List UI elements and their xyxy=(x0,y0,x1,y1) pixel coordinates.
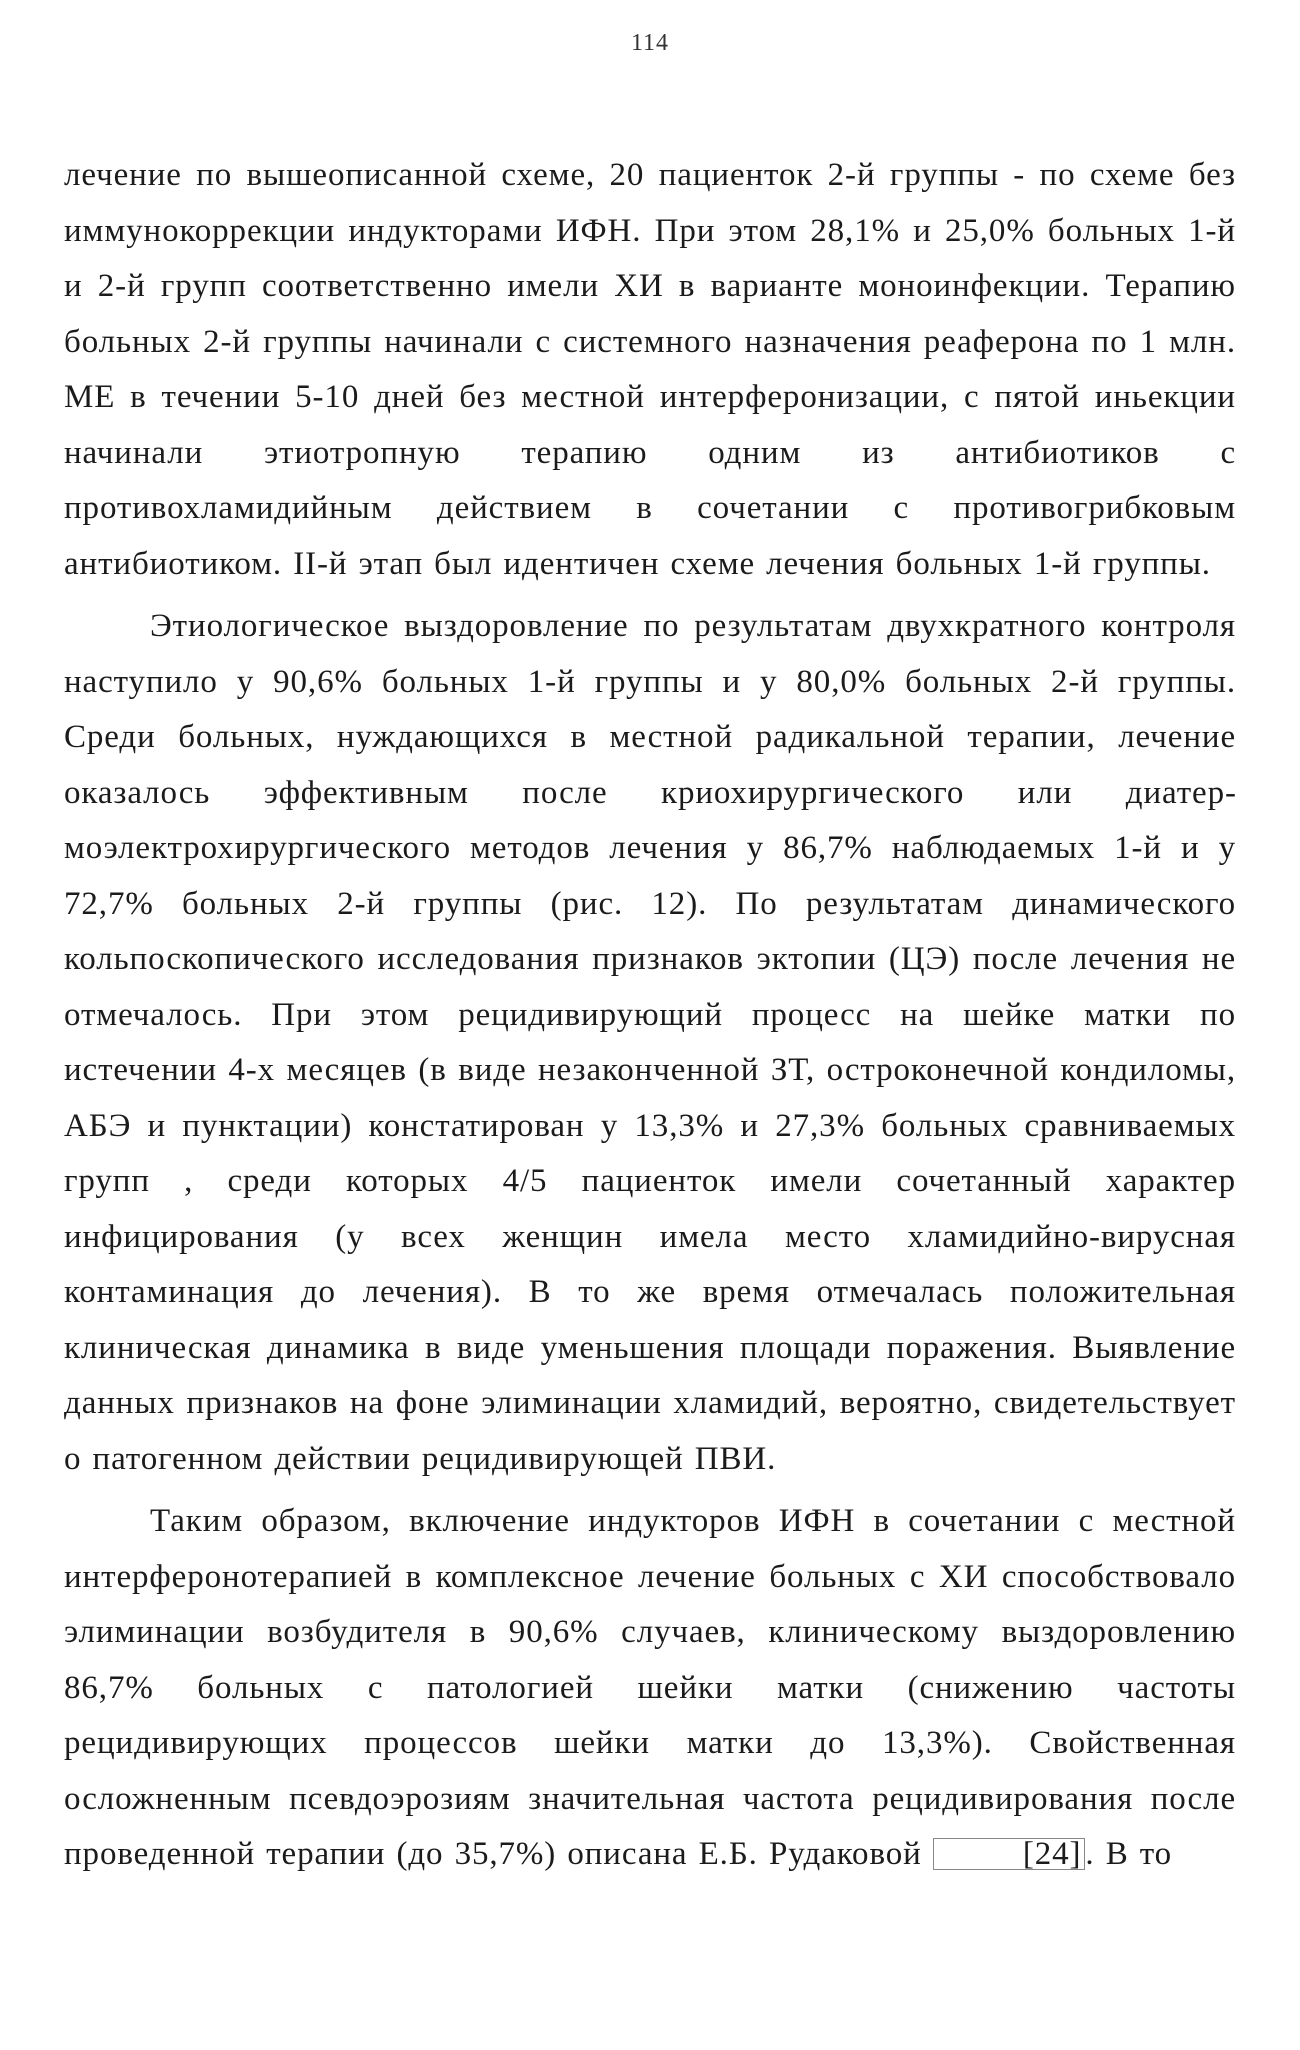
paragraph-3-tail: . В то xyxy=(1085,1836,1173,1872)
paragraph-3 xyxy=(64,1494,1236,1883)
paragraph-2: Этиологическое выздоровление по результатам двухкратного контроля наступило у 90,6% больных 1-й группы и у 80,0% больных 2-й группы. Среди больных, нуждающихся в местной радикальной терапии, лечение оказалось эффективным после криохирургического или диатермоэлектрохирургического методов лечения у 86,7% наблюдаемых 1-й и у 72,7% больных 2-й группы (рис. 12). По результатам динамического кольпоскопического исследования признаков эктопии (ЦЭ) после лечения не отмечалось. При этом рецидивирующий процесс на шейке матки по истечении 4-х месяцев (в виде незаконченной ЗТ, остроконечной кондиломы, АБЭ и пунктации) констатирован у 13,3% и 27,3% больных сравниваемых групп , среди которых 4/5 пациенток имели сочетанный характер инфицирования (у всех женщин имела место хламидийно-вирусная контаминация до лечения). В то же время отмечалась положительная клиническая динамика в виде уменьшения площади поражения. Выявление данных признаков на фоне элиминации хламидий, вероятно, свидетельствует о патогенном действии рецидивирующей ПВИ. xyxy=(64,608,1236,1477)
page-number: 114 xyxy=(630,30,670,56)
citation-reference: [24] xyxy=(933,1838,1086,1870)
paragraph-1: лечение по вышеописанной схеме, 20 пациенток 2-й группы - по схеме без иммунокоррекции индукторами ИФН. При этом 28,1% и 25,0% больных 1-й и 2-й групп соответственно имели ХИ в варианте моноинфекции. Терапию больных 2-й группы начинали с системного назначения реаферона по 1 млн. МЕ в течении 5-10 дней без местной интерферонизации, с пятой иньекции начинали этиотропную терапию одним из антибиотиков с противохламидийным действием в сочетании с противогрибковым антибиотиком. II-й этап был идентичен схеме лечения больных 1-й группы. xyxy=(64,157,1236,582)
body-text xyxy=(64,148,1236,1883)
paragraph-3-text: Таким образом, включение индукторов ИФН в сочетании с местной интерферонотерапией в комплексное лечение больных с ХИ способствовало элиминации возбудителя в 90,6% случаев, клиническому выздоровлению 86,7% больных с патологией шейки матки (снижению частоты рецидивирующих процессов шейки матки до 13,3%). Свойственная осложненным псевдоэрозиям значительная частота рецидивирования после проведенной терапии (до 35,7%) описана Е.Б. Рудаковой xyxy=(64,1503,1236,1872)
